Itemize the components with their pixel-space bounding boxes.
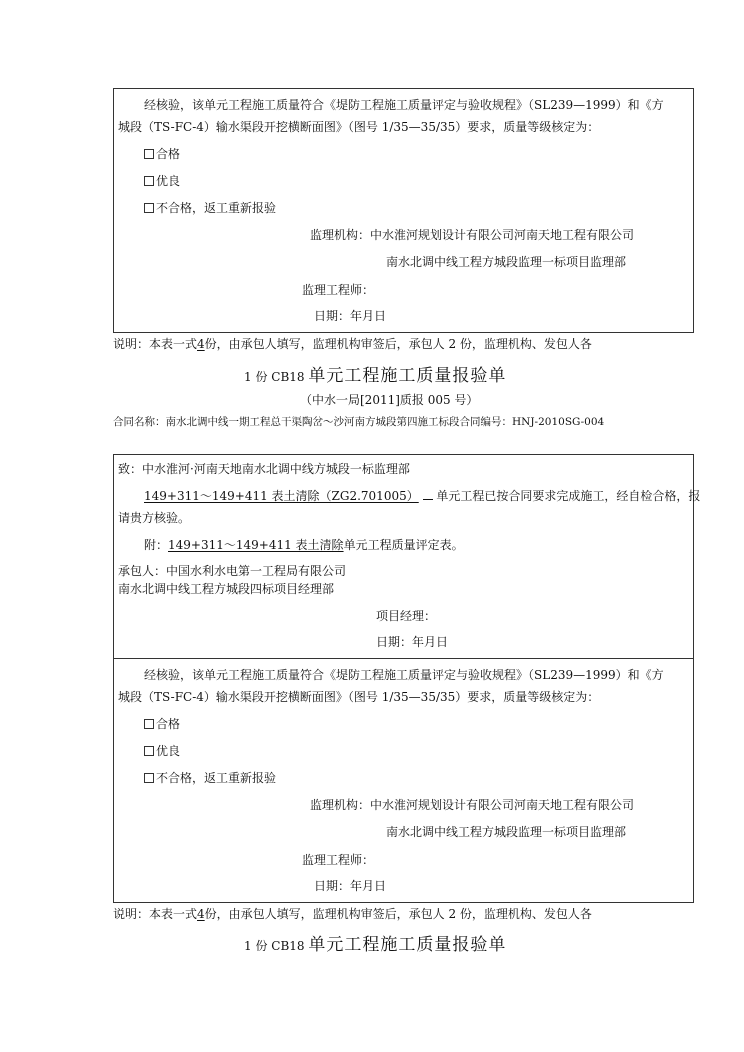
option-2-fail[interactable] [144,770,276,786]
attachment-suffix: 单元工程质量评定表。 [343,538,464,552]
verification-date: 日期：年月日 [314,309,387,323]
note-2-count: 4 [197,907,205,921]
option-2-excellent[interactable] [144,743,180,759]
application-block [113,454,701,659]
contractor: 承包人：中国水利水电第一工程局有限公司 [118,564,347,578]
option-excellent-label: 优良 [156,174,181,188]
footer-title-prefix: 1 份 CB18 [244,939,305,953]
contractor-dept: 南水北调中线工程方城段四标项目经理部 [118,582,335,596]
checkbox-2-fail[interactable] [144,773,154,783]
project-manager: 项目经理： [376,609,437,623]
option-pass[interactable] [144,146,180,162]
note-1-prefix: 说明：本表一式 [113,337,198,351]
supervisor-2-dept: 南水北调中线工程方城段监理一标项目监理部 [386,825,627,839]
option-2-pass[interactable] [144,716,180,732]
supervisor-2-engineer: 监理工程师： [302,853,375,867]
checkbox-2-pass[interactable] [144,719,154,729]
note-2-suffix: 份，由承包人填写，监理机构审签后，承包人 2 份，监理机构、发包人各 [204,907,592,921]
checkbox-excellent[interactable] [144,176,154,186]
verification-block-1 [113,88,694,333]
footer-title [244,933,506,958]
application-to: 致：中水淮河·河南天地南水北调中线方城段一标监理部 [118,462,410,476]
verification-2-paragraph-line1: 经核验，该单元工程施工质量符合《堤防工程施工质量评定与验收规程》（SL239—1999）和《方 [144,668,664,682]
application-item-name: 149+311～149+411 表土清除（ZG2.701005） [144,489,419,503]
footer-title-text: 单元工程施工质量报验单 [308,935,507,955]
option-fail-label: 不合格，返工重新报验 [156,201,277,215]
note-1-suffix: 份，由承包人填写，监理机构审签后，承包人 2 份，监理机构、发包人各 [204,337,592,351]
verification-2-date: 日期：年月日 [314,879,387,893]
form-title [244,364,506,389]
option-2-excellent-label: 优良 [156,744,181,758]
contract-info: 合同名称：南水北调中线一期工程总干渠陶岔～沙河南方城段第四施工标段合同编号：HNJ-2010SG-004 [113,416,605,428]
verification-block-2 [113,658,694,903]
application-item-suffix: 单元工程已按合同要求完成施工，经自检合格，报 [436,489,701,503]
verification-2-paragraph-line2: 城段（TS-FC-4）输水渠段开挖横断面图》（图号 1/35—35/35）要求，质量等级核定为： [118,690,600,704]
checkbox-2-excellent[interactable] [144,746,154,756]
option-pass-label: 合格 [156,147,181,161]
checkbox-pass[interactable] [144,149,154,159]
verification-paragraph-line1: 经核验，该单元工程施工质量符合《堤防工程施工质量评定与验收规程》（SL239—1999）和《方 [144,98,664,112]
application-line2: 请贵方核验。 [118,511,191,525]
checkbox-fail[interactable] [144,203,154,213]
supervisor-org: 监理机构：中水淮河规划设计有限公司河南天地工程有限公司 [310,228,635,242]
note-2-prefix: 说明：本表一式 [113,907,198,921]
supervisor-engineer: 监理工程师： [302,283,375,297]
form-title-prefix: 1 份 CB18 [244,370,305,384]
supervisor-2-org: 监理机构：中水淮河规划设计有限公司河南天地工程有限公司 [310,798,635,812]
note-2 [113,906,592,922]
form-title-text: 单元工程施工质量报验单 [308,366,507,386]
note-1 [113,336,592,352]
option-fail[interactable] [144,200,276,216]
doc-number: （中水一局[2011]质报 005 号） [300,393,479,407]
option-excellent[interactable] [144,173,180,189]
supervisor-dept: 南水北调中线工程方城段监理一标项目监理部 [386,255,627,269]
attachment-prefix: 附： [144,538,169,552]
application-date: 日期：年月日 [376,635,449,649]
underline-spacer [423,488,433,500]
option-2-fail-label: 不合格，返工重新报验 [156,771,277,785]
attachment-item: 149+311～149+411 表土清除 [168,538,344,552]
note-1-count: 4 [197,337,205,351]
application-item-line [144,488,700,504]
option-2-pass-label: 合格 [156,717,181,731]
verification-paragraph-line2: 城段（TS-FC-4）输水渠段开挖横断面图》（图号 1/35—35/35）要求，质量等级核定为： [118,120,600,134]
application-attachment [144,537,464,553]
